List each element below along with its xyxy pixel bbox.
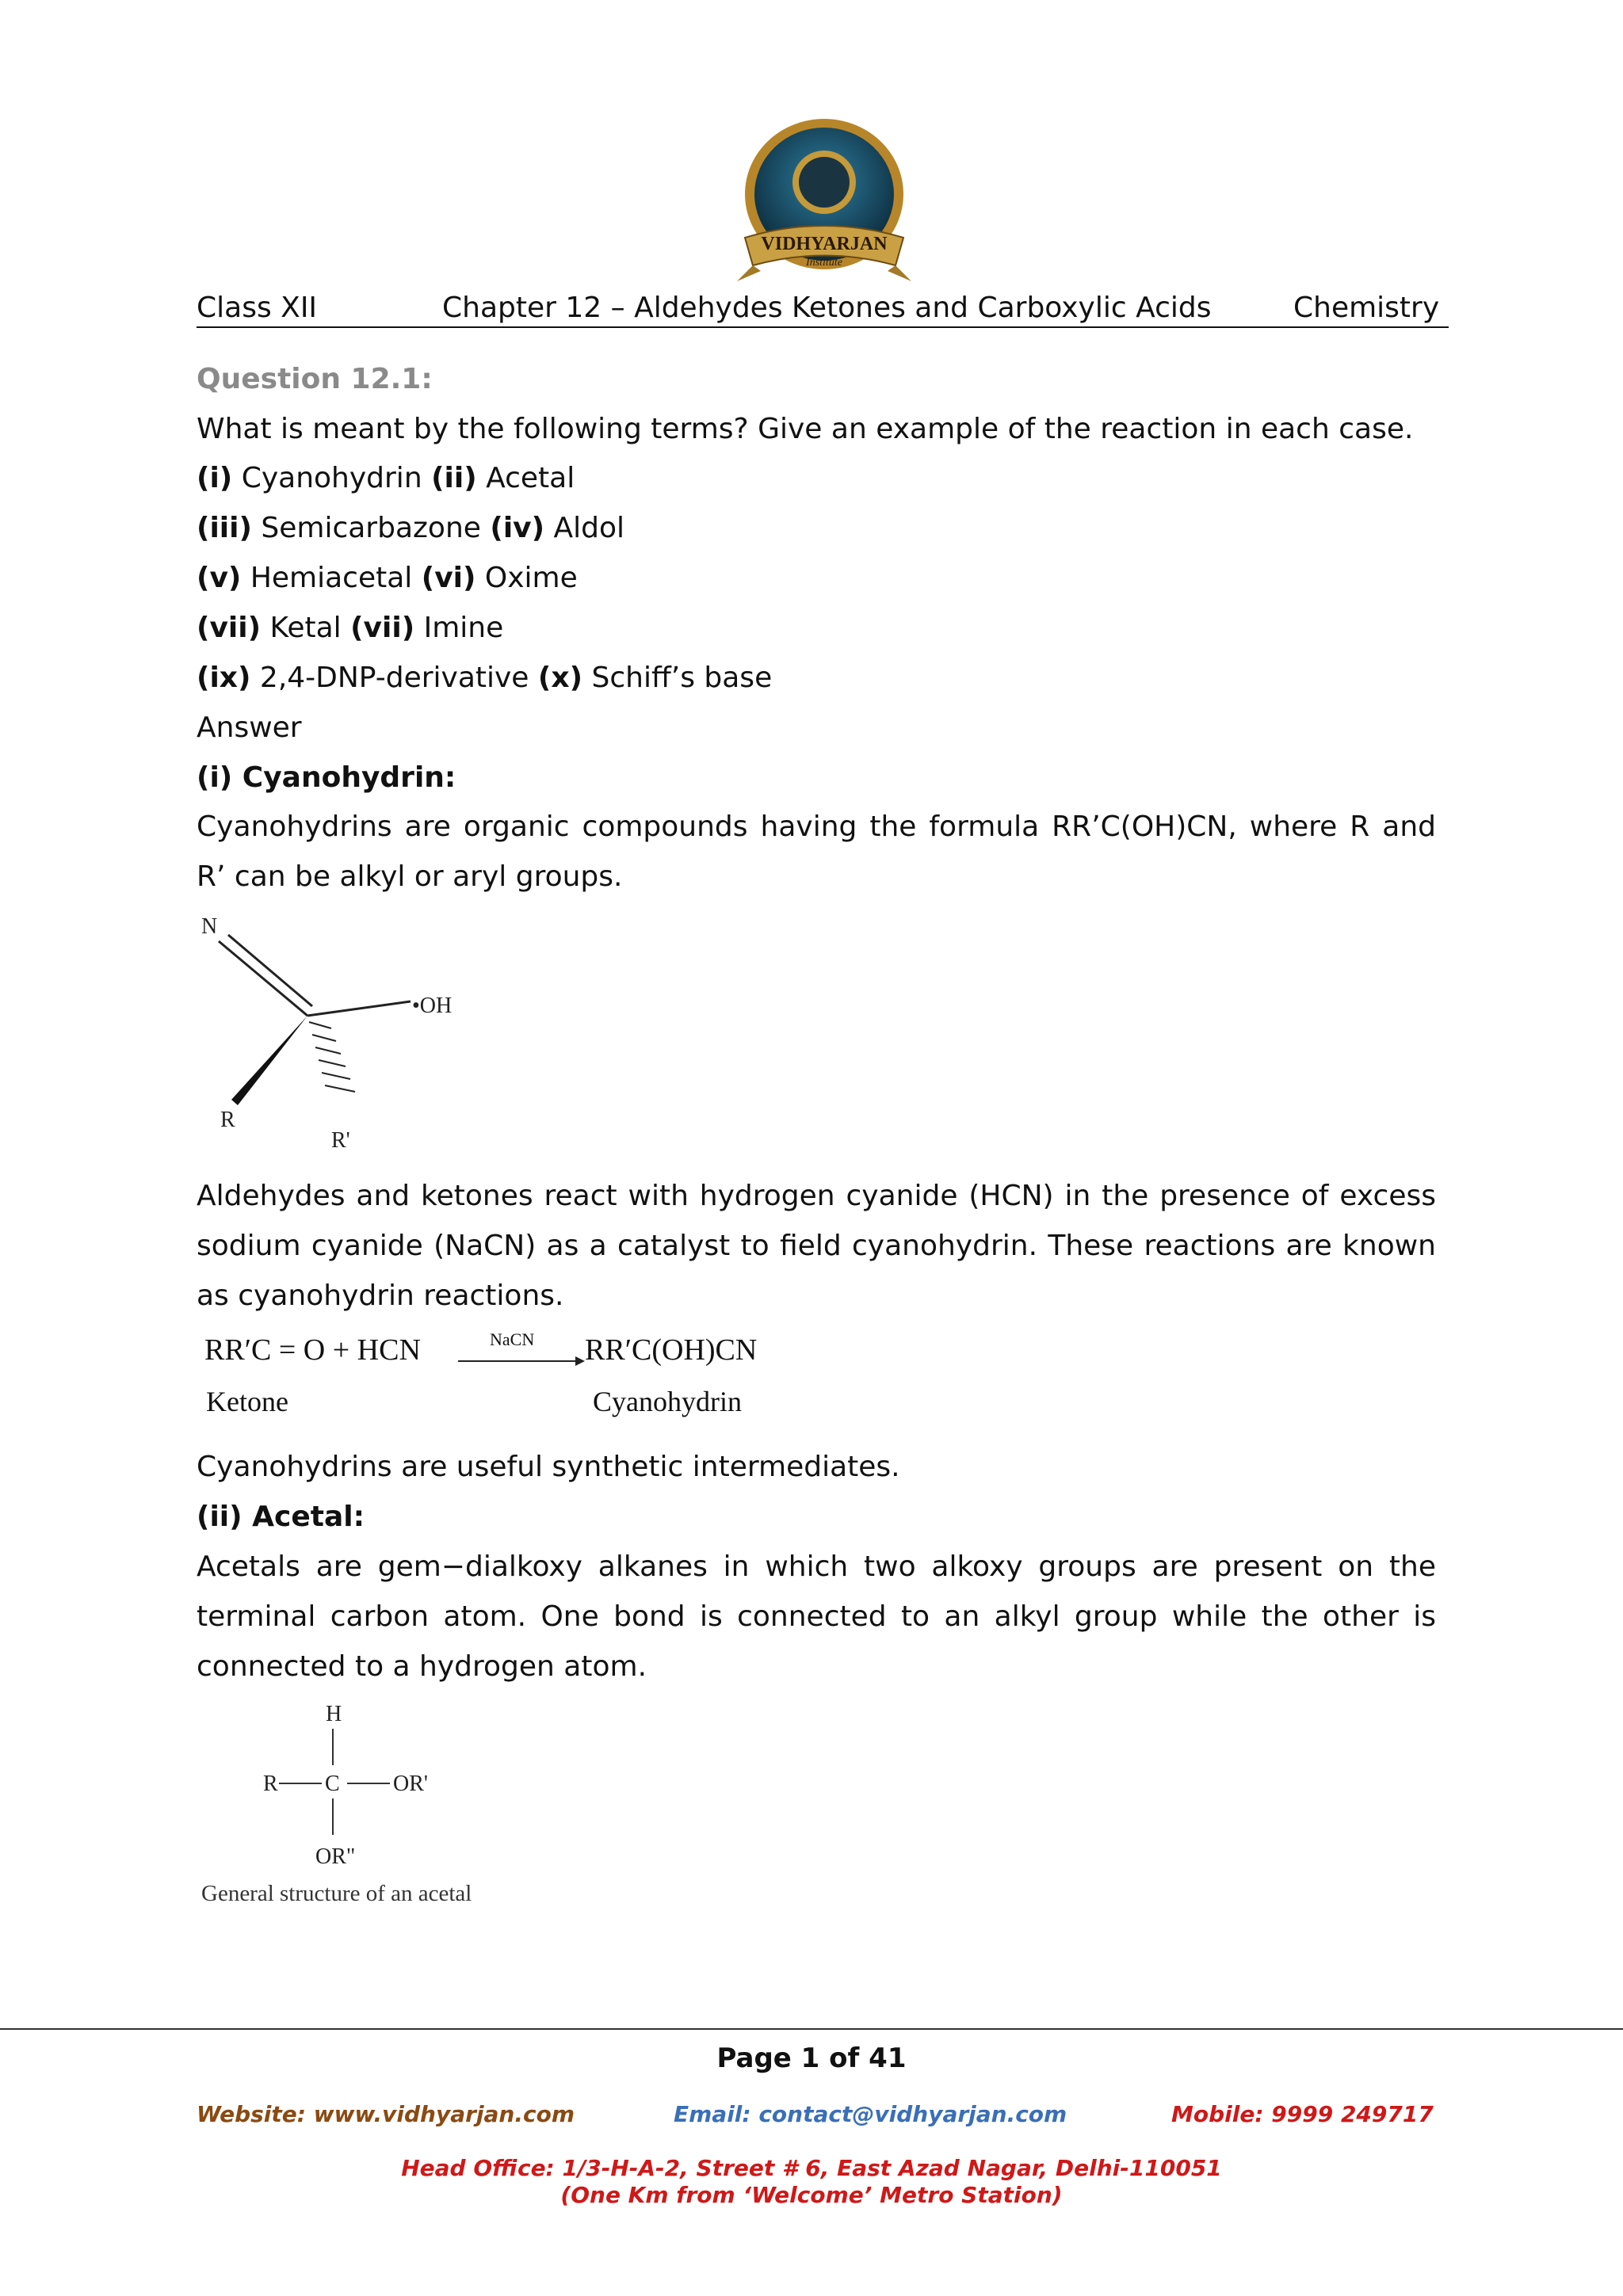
institute-logo [729,119,919,289]
term-text: Hemiacetal [241,562,422,594]
term-line [197,561,578,596]
footer-mobile: Mobile: 9999 249717 [1171,2101,1434,2127]
header-class: Class XII [197,292,318,324]
acetal-caption: General structure of an acetal [201,1881,472,1906]
term-text: Ketal [261,612,351,644]
reaction-arrow [458,1353,585,1369]
cyanohydrin-structure [197,911,466,1157]
footer-divider [0,2028,1623,2030]
section-heading-cyanohydrin: (i) Cyanohydrin: [197,761,456,794]
term-num: (x) [537,662,583,694]
term-line [197,461,575,496]
term-line [197,511,624,546]
term-text: Semicarbazone [251,512,491,544]
term-num: (vii) [350,612,415,644]
term-num: (v) [197,562,242,594]
section-heading-acetal: (ii) Acetal: [197,1501,365,1533]
term-num: (iv) [490,512,545,544]
logo-text: VIDHYARJAN [761,234,888,254]
equation-product: RR′C(OH)CN [585,1333,758,1367]
equation-label-cyanohydrin: Cyanohydrin [593,1386,742,1417]
group-or-double-prime: OR" [315,1844,356,1869]
cyanohydrin-definition: Cyanohydrins are organic compounds having the formula RR’C(OH)CN, where R and R’ can be alkyl or aryl groups. [197,810,1436,893]
header-subject: Chemistry [1293,292,1440,324]
group-r: R [263,1772,278,1796]
footer-office-note: (One Km from ‘Welcome’ Metro Station) [560,2182,1063,2208]
term-num: (iii) [197,512,252,544]
term-num: (ii) [431,462,477,494]
atom-h: H [326,1702,342,1726]
acetal-structure [197,1694,529,1916]
atom-n: N [201,914,218,939]
term-text: 2,4-DNP-derivative [250,662,538,694]
term-text: Imine [414,612,504,644]
term-text: Oxime [475,562,578,594]
group-or-prime: OR' [393,1772,428,1796]
footer-office-address: Head Office: 1/3-H-A-2, Street # 6, East Azad Nagar, Delhi-110051 [401,2155,1222,2181]
term-text: Aldol [544,512,625,544]
term-text: Schiff’s base [582,662,773,694]
question-text: What is meant by the following terms? Give an example of the reaction in each case. [197,413,1414,445]
page-number: Page 1 of 41 [716,2042,907,2074]
term-line [197,661,772,696]
term-text: Cyanohydrin [232,462,432,494]
equation-label-ketone: Ketone [206,1386,288,1417]
cyanohydrin-note: Cyanohydrins are useful synthetic intermediates. [197,1451,900,1483]
term-num: (vi) [421,562,476,594]
term-num: (vii) [197,612,262,644]
footer-website: Website: www.vidhyarjan.com [197,2101,575,2127]
equation-catalyst: NaCN [490,1329,535,1349]
footer-email: Email: contact@vidhyarjan.com [674,2101,1067,2127]
equation-reactants: RR′C = O + HCN [204,1333,421,1367]
term-text: Acetal [476,462,575,494]
header-divider [197,326,1449,328]
term-num: (i) [197,462,233,494]
group-oh: •OH [412,994,453,1018]
question-heading: Question 12.1: [197,363,433,395]
term-num: (ix) [197,662,251,694]
atom-c: C [325,1772,340,1796]
term-line [197,611,503,646]
cyanohydrin-reaction-text: Aldehydes and ketones react with hydrogen cyanide (HCN) in the presence of excess sodium cyanide (NaCN) as a catalyst to field cyanohydrin. These reactions are known as cyanohydrin reactions. [197,1180,1436,1312]
group-r-prime: R' [331,1128,350,1153]
logo-subtext: Institute [806,257,842,269]
header-chapter: Chapter 12 – Aldehydes Ketones and Carboxylic Acids [442,292,1212,324]
group-r: R [220,1108,235,1132]
acetal-definition: Acetals are gem−dialkoxy alkanes in which two alkoxy groups are present on the terminal carbon atom. One bond is connected to an alkyl group while the other is connected to a hydrogen atom. [197,1550,1436,1683]
answer-label: Answer [197,711,302,744]
cyanohydrin-equation [197,1325,831,1436]
